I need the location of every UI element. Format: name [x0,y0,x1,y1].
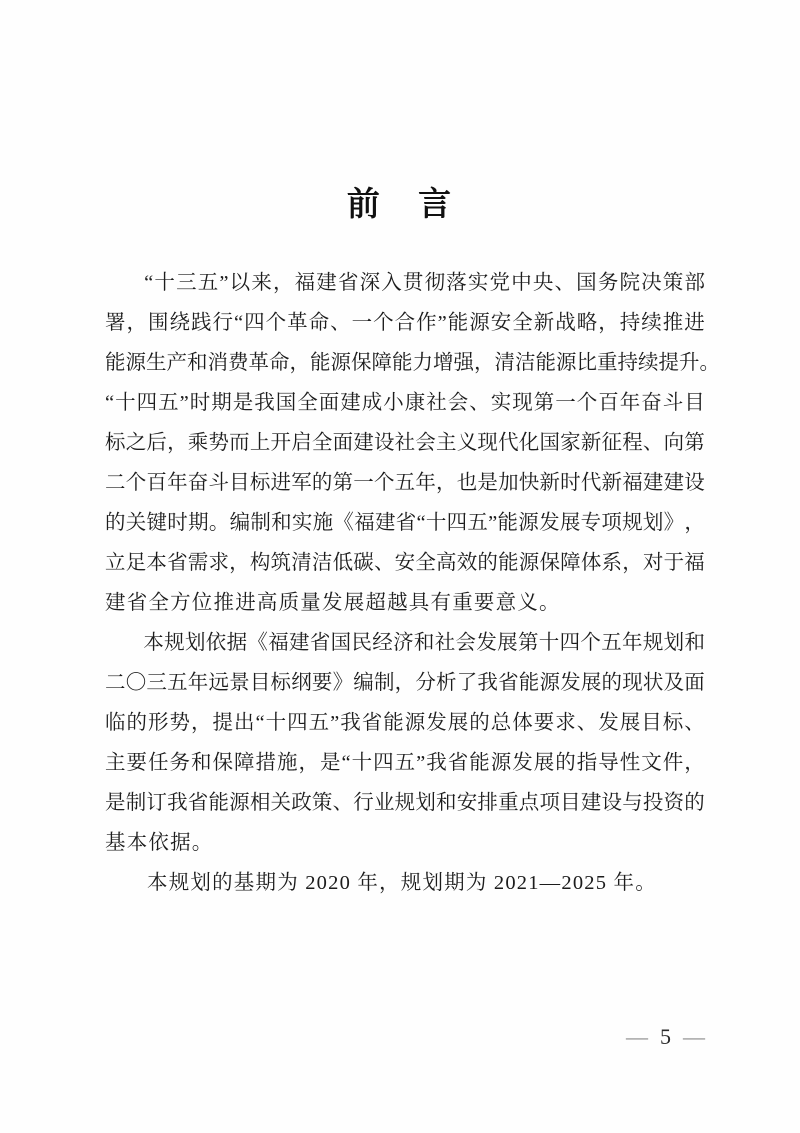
page-number-dash-right: — [683,1024,705,1049]
body-line: “ 十 四 五 ” 时 期 是 我 国 全 面 建 成 小 康 社 会 、 实 现 第 一 个 百 年 奋 斗 目 [105,392,705,414]
body-line: 二 个 百 年 奋 斗 目 标 进 军 的 第 一 个 五 年 ， 也 是 加 快 新 时 代 新 福 建 建 设 [105,472,705,494]
body-line: 署 ， 围 绕 践 行 “ 四 个 革 命 、 一 个 合 作 ” 能 源 安 全 新 战 略 ， 持 续 推 进 [105,312,705,334]
body-text-block [105,263,720,903]
body-line: 主 要 任 务 和 保 障 措 施 ， 是 “ 十 四 五 ” 我 省 能 源 发 展 的 指 导 性 文 件 ， [105,752,705,774]
body-line: 的 关 键 时 期 。 编 制 和 实 施 《 福 建 省 “ 十 四 五 ” 能 源 发 展 专 项 规 划 》 ， [105,512,705,534]
page-number [626,1022,705,1052]
body-line: 能 源 生 产 和 消 费 革 命 ， 能 源 保 障 能 力 增 强 ， 清 洁 能 源 比 重 持 续 提 升 。 [105,352,720,374]
body-line: 本规划的基期为 2020 年，规划期为 2021—2025 年。 [147,872,657,894]
body-line: 基本依据。 [105,832,214,854]
page-number-value: 5 [660,1024,671,1049]
page-number-dash-left: — [626,1024,648,1049]
body-line: 本 规 划 依 据 《 福 建 省 国 民 经 济 和 社 会 发 展 第 十 四 个 五 年 规 划 和 [143,632,705,654]
page-title: 前 言 [346,187,454,223]
body-line: 临 的 形 势 ， 提 出 “ 十 四 五 ” 我 省 能 源 发 展 的 总 体 要 求 、 发 展 目 标 、 [105,712,705,734]
body-line: 建省全方位推进高质量发展超越具有重要意义。 [105,592,561,614]
body-line: 是 制 订 我 省 能 源 相 关 政 策 、 行 业 规 划 和 安 排 重 点 项 目 建 设 与 投 资 的 [105,792,705,814]
body-line: “ 十 三 五 ” 以 来 ， 福 建 省 深 入 贯 彻 落 实 党 中 央 、 国 务 院 决 策 部 [144,272,705,294]
body-line: 二 〇 三 五 年 远 景 目 标 纲 要 》 编 制 ， 分 析 了 我 省 能 源 发 展 的 现 状 及 面 [105,672,705,694]
body-line: 标 之 后 ， 乘 势 而 上 开 启 全 面 建 设 社 会 主 义 现 代 化 国 家 新 征 程 、 向 第 [105,432,705,454]
body-line: 立 足 本 省 需 求 ， 构 筑 清 洁 低 碳 、 安 全 高 效 的 能 源 保 障 体 系 ， 对 于 福 [105,552,705,574]
